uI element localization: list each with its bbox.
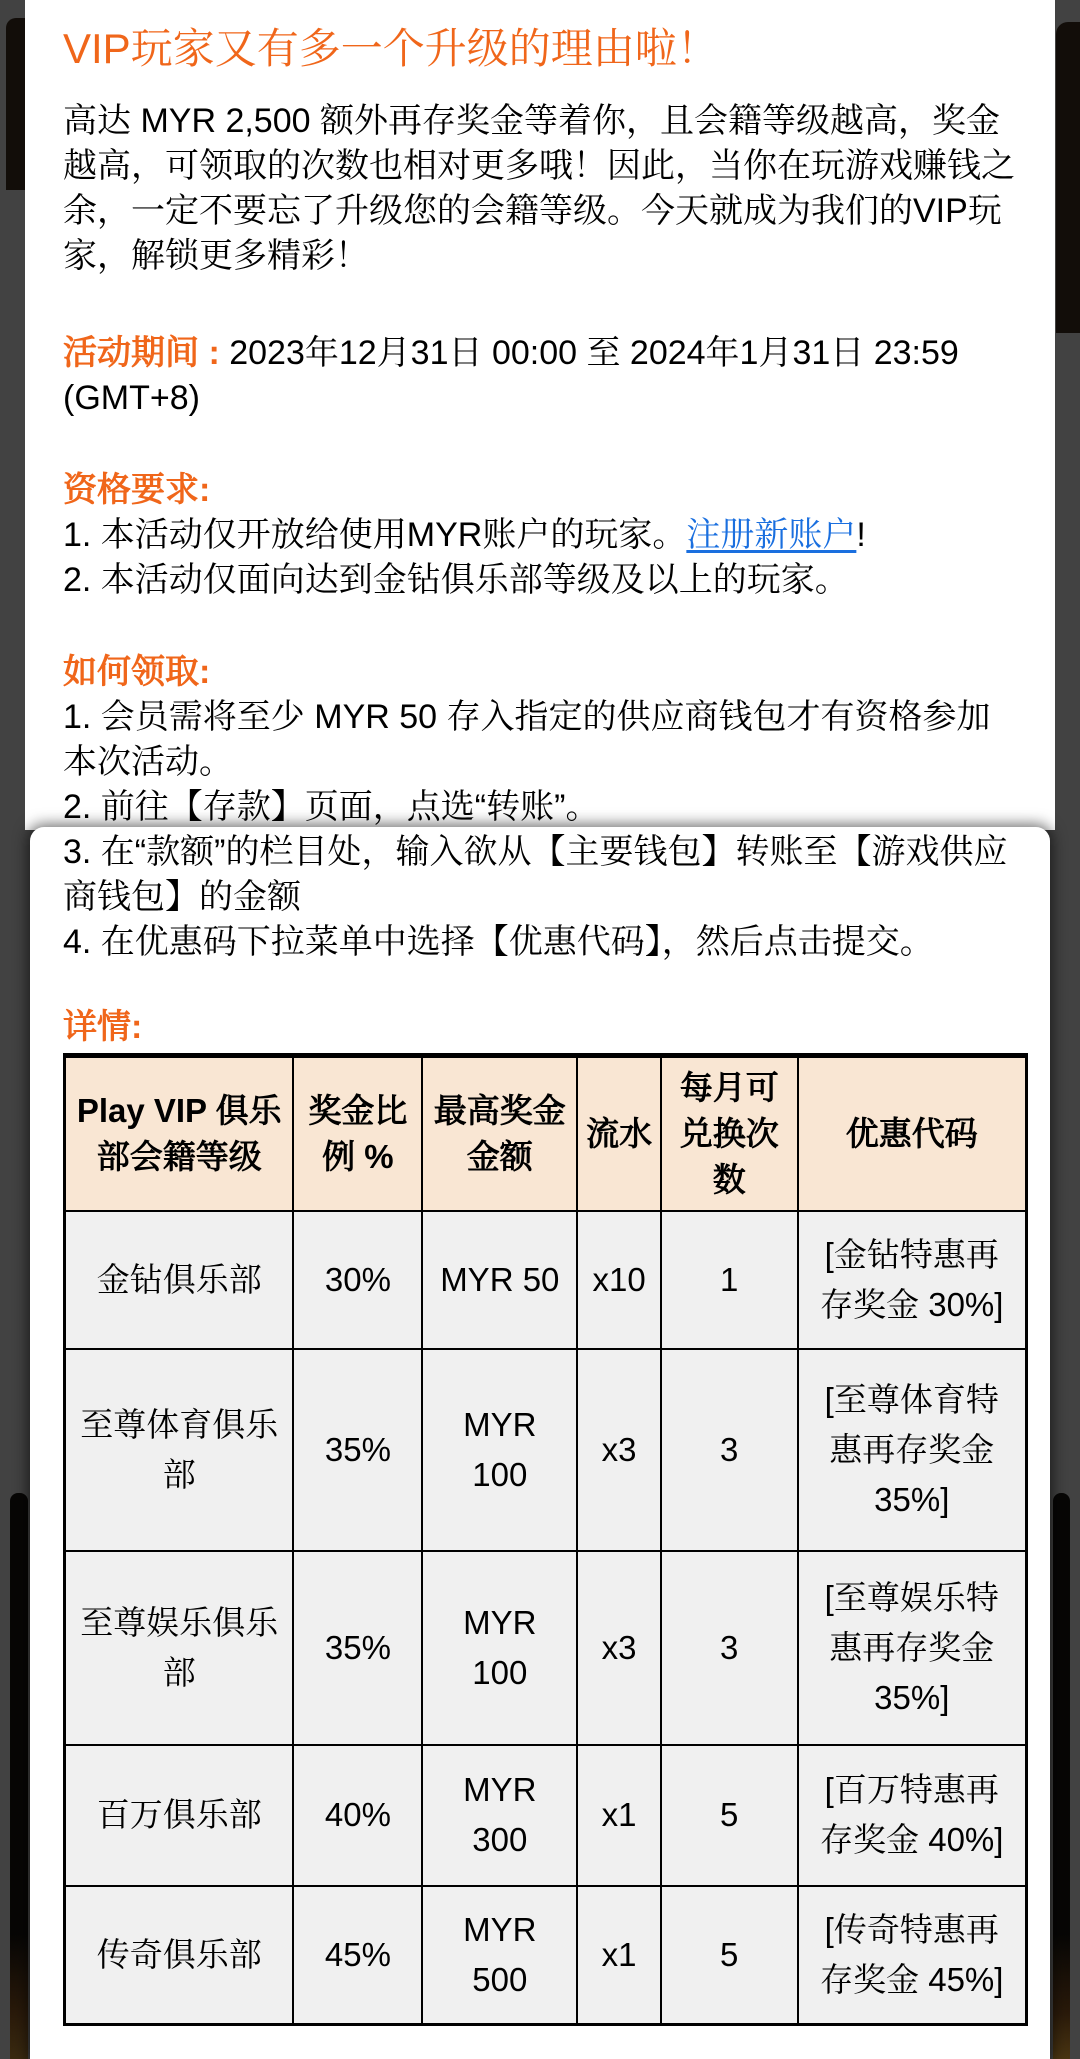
eligibility-item-1-suffix: ! [856, 516, 866, 554]
table-cell: 3 [661, 1551, 798, 1745]
table-cell: 45% [293, 1886, 422, 2025]
table-header-cell: 流水 [577, 1056, 661, 1211]
table-cell: 30% [293, 1211, 422, 1349]
eligibility-heading: 资格要求: [63, 471, 211, 509]
promo-intro: 高达 MYR 2,500 额外再存奖金等着你，且会籍等级越高，奖金越高，可领取的次数也相对更多哦！因此，当你在玩游戏赚钱之余，一定不要忘了升级您的会籍等级。今天就成为我们的VIP玩家，解锁更多精彩！ [63, 102, 1015, 275]
table-cell: 1 [661, 1211, 798, 1349]
table-cell: [百万特惠再存奖金 40%] [798, 1745, 1027, 1886]
table-header-row [65, 1056, 1027, 1211]
details-heading: 详情: [63, 1008, 143, 1046]
table-header-cell: 最高奖金金额 [422, 1056, 577, 1211]
eligibility-item-1 [63, 513, 1016, 558]
backdrop-card-right [1053, 1493, 1070, 2059]
table-cell: 40% [293, 1745, 422, 1886]
table-header-cell: Play VIP 俱乐部会籍等级 [65, 1056, 294, 1211]
claim-step-2: 2. 前往【存款】页面，点选“转账”。 [63, 788, 600, 826]
register-link[interactable]: 注册新账户 [686, 516, 857, 554]
promo-content [27, 0, 1053, 2059]
table-cell: [传奇特惠再存奖金 45%] [798, 1886, 1027, 2025]
table-cell: [金钻特惠再存奖金 30%] [798, 1211, 1027, 1349]
table-cell: x3 [577, 1551, 661, 1745]
table-cell: 3 [661, 1349, 798, 1551]
table-header-cell: 每月可兑换次数 [661, 1056, 798, 1211]
table-cell: 5 [661, 1745, 798, 1886]
table-cell: [至尊娱乐特惠再存奖金 35%] [798, 1551, 1027, 1745]
table-cell: 5 [661, 1886, 798, 2025]
table-cell: 传奇俱乐部 [65, 1886, 294, 2025]
table-cell: MYR 300 [422, 1745, 577, 1886]
claim-step-1: 1. 会员需将至少 MYR 50 存入指定的供应商钱包才有资格参加本次活动。 [63, 698, 991, 781]
table-cell: MYR 500 [422, 1886, 577, 2025]
claim-step-4: 4. 在优惠码下拉菜单中选择【优惠代码】，然后点击提交。 [63, 923, 934, 961]
table-cell: MYR 100 [422, 1349, 577, 1551]
table-cell: MYR 100 [422, 1551, 577, 1745]
table-cell: 35% [293, 1349, 422, 1551]
table-cell: x10 [577, 1211, 661, 1349]
table-cell: x3 [577, 1349, 661, 1551]
table-cell: MYR 50 [422, 1211, 577, 1349]
table-header-cell: 奖金比例 % [293, 1056, 422, 1211]
table-header-cell: 优惠代码 [798, 1056, 1027, 1211]
promo-title: VIP玩家又有多一个升级的理由啦！ [63, 25, 719, 72]
eligibility-item-1-text: 1. 本活动仅开放给使用MYR账户的玩家。 [63, 516, 687, 554]
table-row [65, 1886, 1027, 2025]
backdrop-banner-left [6, 18, 27, 190]
table-cell: 金钻俱乐部 [65, 1211, 294, 1349]
backdrop-banner-right [1056, 22, 1080, 333]
backdrop-card-left [10, 1493, 28, 2059]
table-cell: 35% [293, 1551, 422, 1745]
table-cell: [至尊体育特惠再存奖金 35%] [798, 1349, 1027, 1551]
table-row [65, 1211, 1027, 1349]
table-row [65, 1551, 1027, 1745]
table-cell: 百万俱乐部 [65, 1745, 294, 1886]
claim-step-3: 3. 在“款额”的栏目处，输入欲从【主要钱包】转账至【游戏供应商钱包】的金额 [63, 833, 1008, 916]
table-cell: 至尊体育俱乐部 [65, 1349, 294, 1551]
how-to-claim-heading: 如何领取: [63, 653, 211, 691]
eligibility-item-2: 2. 本活动仅面向达到金钻俱乐部等级及以上的玩家。 [63, 561, 849, 599]
vip-bonus-table [63, 1053, 1028, 2026]
promo-period [63, 331, 1016, 421]
period-label: 活动期间 : [63, 334, 220, 372]
table-cell: x1 [577, 1745, 661, 1886]
table-cell: x1 [577, 1886, 661, 2025]
table-row [65, 1349, 1027, 1551]
table-cell: 至尊娱乐俱乐部 [65, 1551, 294, 1745]
period-value: 2023年12月31日 00:00 至 2024年1月31日 23:59 (GMT+8) [63, 334, 959, 417]
table-row [65, 1745, 1027, 1886]
